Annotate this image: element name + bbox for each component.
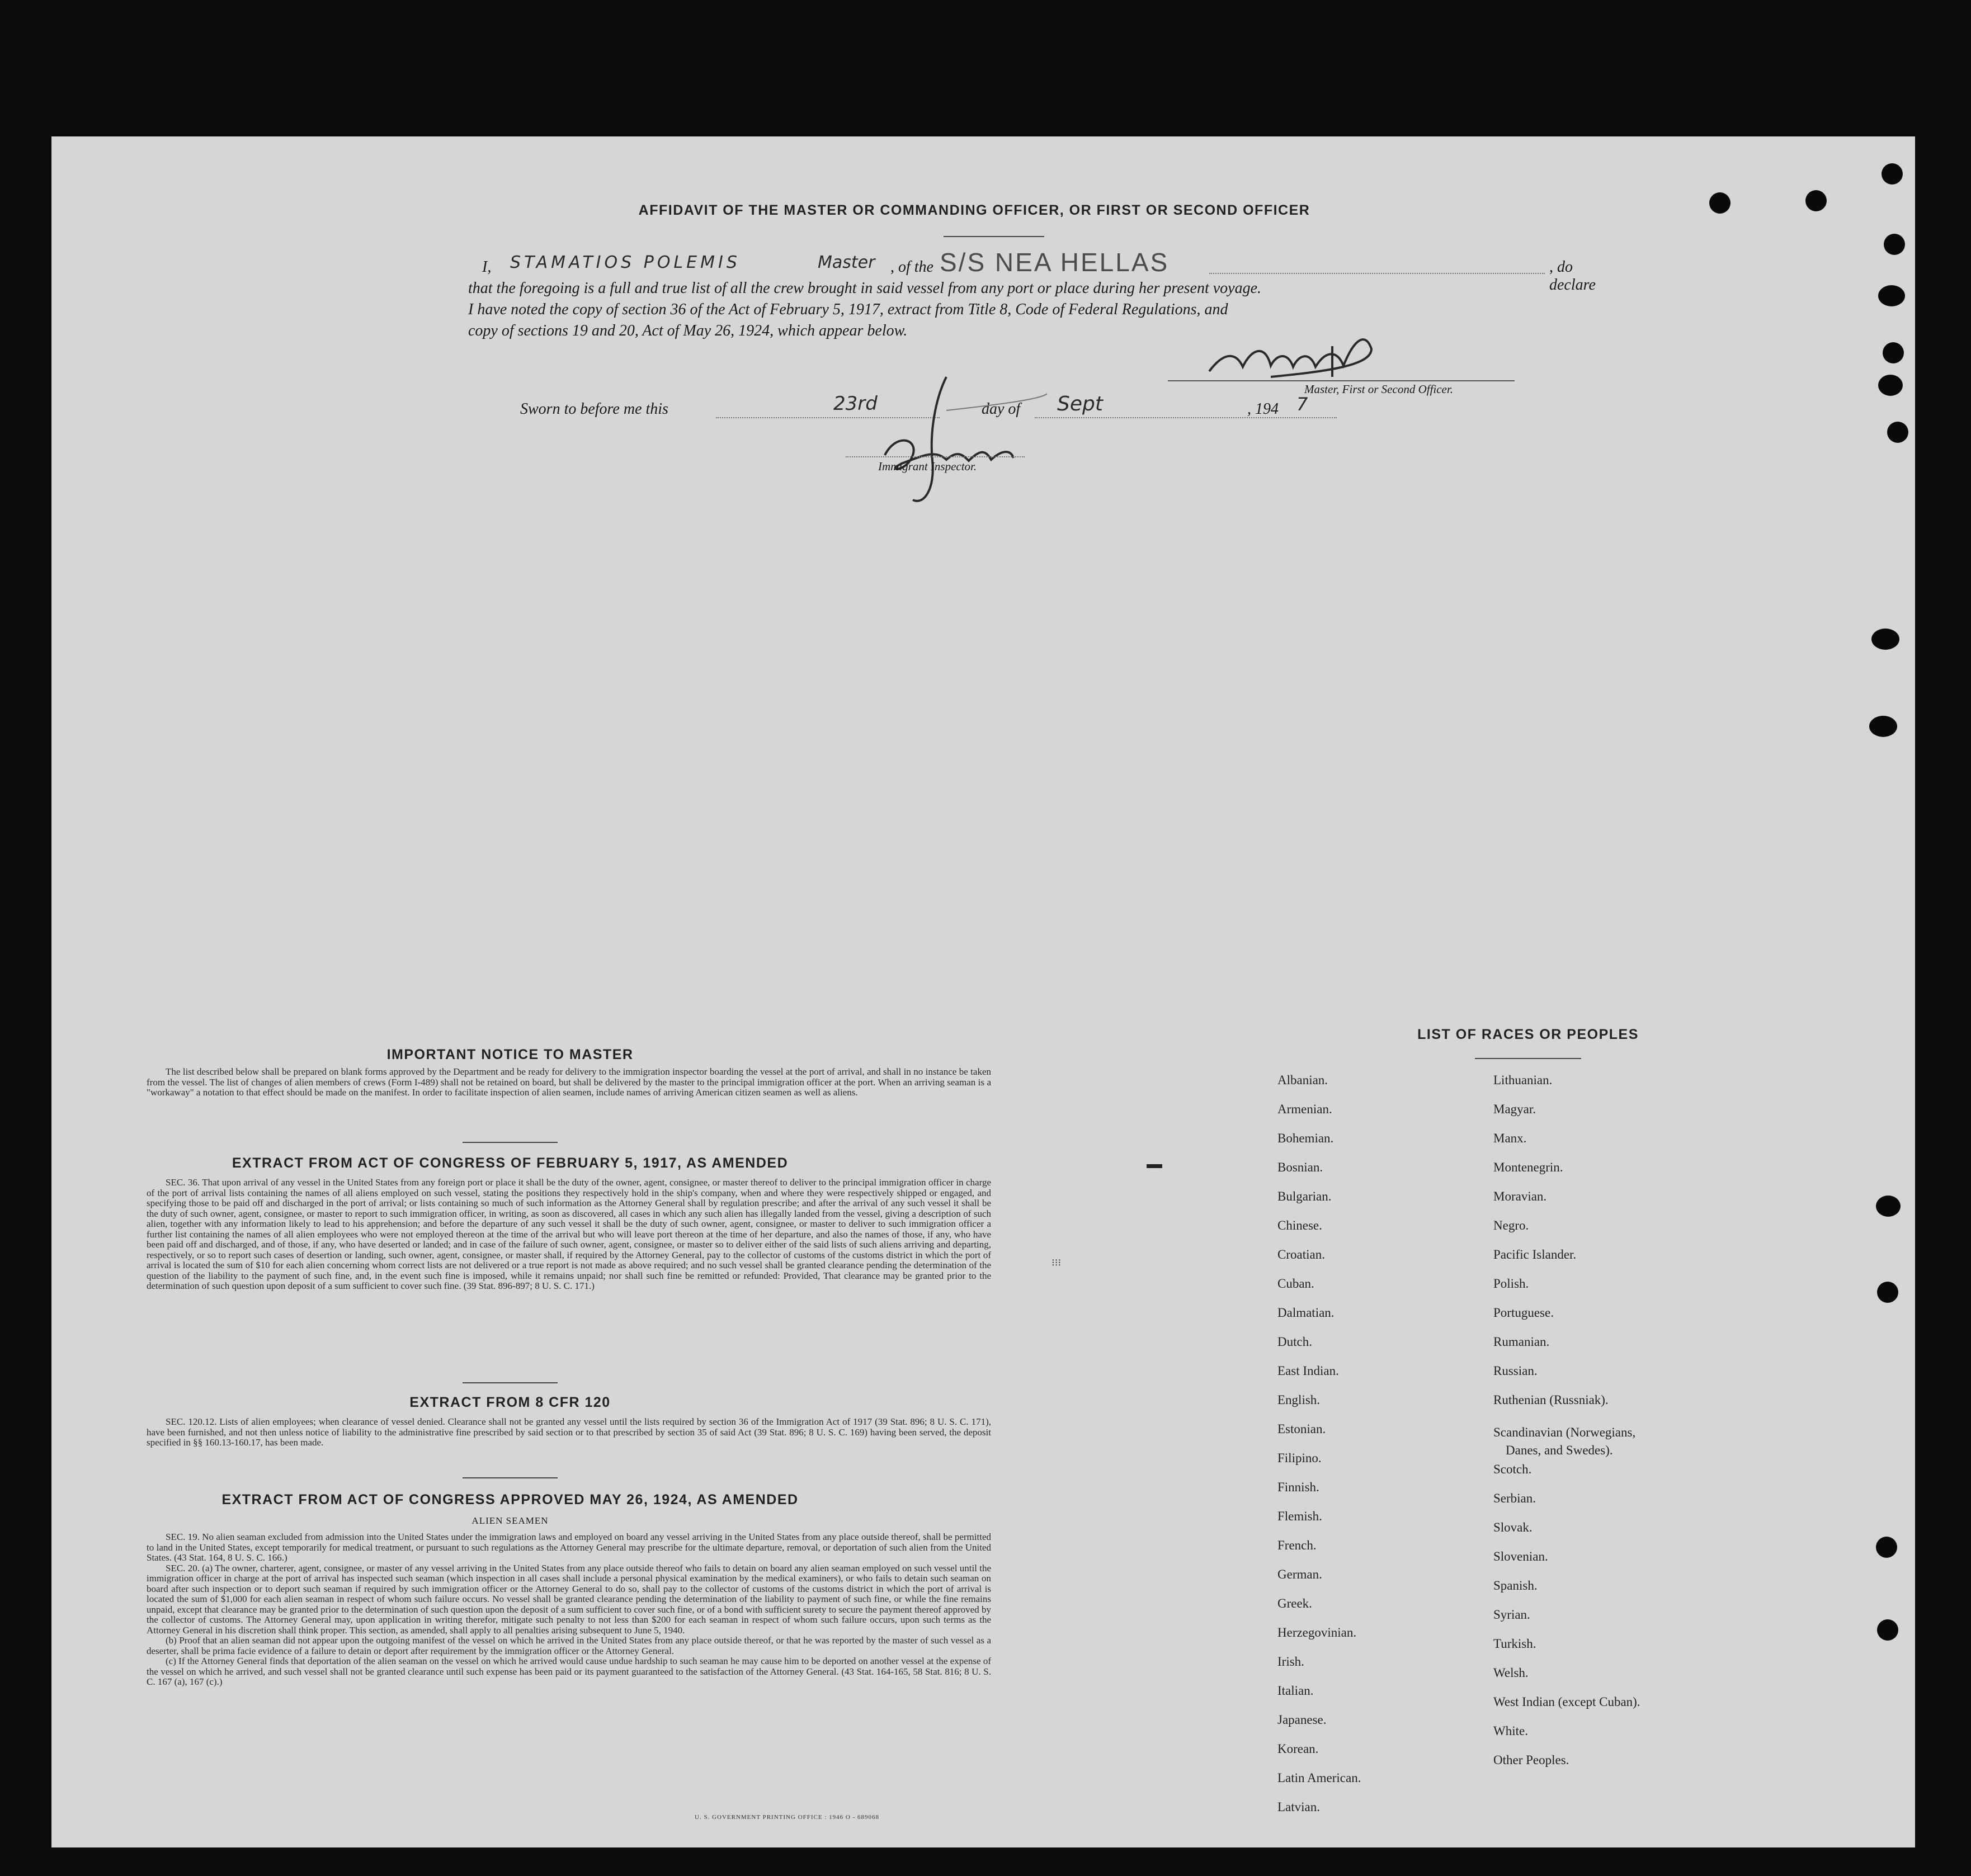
race-item-left: Latvian.: [1277, 1800, 1320, 1814]
punch-hole: [1882, 163, 1903, 185]
punch-hole: [1887, 422, 1908, 443]
punch-hole: [1878, 375, 1903, 396]
inspector-dotted-line: [846, 456, 1025, 457]
race-item-left: Dutch.: [1277, 1335, 1312, 1349]
race-item-right: Other Peoples.: [1493, 1753, 1569, 1767]
race-item-left: Dalmatian.: [1277, 1306, 1335, 1320]
punch-hole: [1805, 190, 1827, 211]
extract-1917-rule: [463, 1382, 558, 1383]
race-item-right: Ruthenian (Russniak).: [1493, 1393, 1609, 1407]
extract-cfr-body: SEC. 120.12. Lists of alien employees; when clearance of vessel denied. Clearance shall not be granted any vessel until the lists required by section 36 of the Immigration Act of 1917 (39 Stat. 896; 8 U. S. C. 171), have been furnished, and not then unless notice of liability to the administrative fine prescribed by said section or to that prescribed by section 35 of said Act (39 Stat. 896; 8 U. S. C. 169) having been served, the deposit specified in §§ 160.13-160.17, has been made.: [147, 1416, 991, 1448]
intro-text: I,: [482, 258, 492, 276]
race-item-left: Armenian.: [1277, 1102, 1332, 1116]
scan-mark: [1147, 1164, 1162, 1168]
race-item-left: Croatian.: [1277, 1247, 1325, 1261]
punch-hole: [1871, 629, 1899, 650]
race-item-right: Manx.: [1493, 1131, 1527, 1145]
race-item-right: Welsh.: [1493, 1666, 1529, 1680]
race-item-left: Herzegovinian.: [1277, 1625, 1357, 1639]
race-item-left: Greek.: [1277, 1596, 1312, 1610]
handwritten-name: STAMATIOS POLEMIS: [510, 253, 741, 272]
extract-1924-subtitle: ALIEN SEAMEN: [471, 1515, 549, 1526]
race-item-left: Estonian.: [1277, 1422, 1326, 1436]
race-item-right: Scotch.: [1493, 1462, 1532, 1476]
race-item-left: German.: [1277, 1567, 1322, 1581]
extract-cfr-title: EXTRACT FROM 8 CFR 120: [409, 1395, 611, 1410]
race-item-right: Russian.: [1493, 1364, 1538, 1378]
declaration-line-2: that the foregoing is a full and true list of all the crew brought in said vessel from any port or place during her present voyage.: [468, 280, 1262, 297]
handwritten-year: 7: [1296, 394, 1308, 415]
extract-1917-title: EXTRACT FROM ACT OF CONGRESS OF FEBRUARY 5, 1917, AS AMENDED: [232, 1155, 789, 1171]
race-item-left: Filipino.: [1277, 1451, 1322, 1465]
punch-hole: [1884, 234, 1905, 255]
declare-text: , do declare: [1549, 258, 1596, 294]
handwritten-rank: Master: [818, 253, 875, 272]
race-item-left: Japanese.: [1277, 1713, 1327, 1727]
race-item-right: Syrian.: [1493, 1608, 1530, 1622]
printer-imprint: U. S. GOVERNMENT PRINTING OFFICE : 1946 O - 689068: [695, 1814, 880, 1821]
extract-1924-title: EXTRACT FROM ACT OF CONGRESS APPROVED MAY 26, 1924, AS AMENDED: [221, 1492, 799, 1508]
race-item-left: Korean.: [1277, 1742, 1319, 1756]
race-item-right: Polish.: [1493, 1277, 1529, 1291]
race-item-left: Cuban.: [1277, 1277, 1314, 1291]
race-item-right: Magyar.: [1493, 1102, 1536, 1116]
race-item-right: Montenegrin.: [1493, 1160, 1563, 1174]
declaration-line-3: I have noted the copy of section 36 of the Act of February 5, 1917, extract from Title 8, Code of Federal Regulations, and: [468, 301, 1228, 318]
month-dotted-line: [1035, 417, 1337, 418]
handwritten-month: Sept: [1057, 393, 1103, 415]
punch-hole: [1709, 192, 1730, 214]
race-item-left: Bohemian.: [1277, 1131, 1334, 1145]
race-item-right: Slovak.: [1493, 1520, 1533, 1534]
sec-20b: (b) Proof that an alien seaman did not appear upon the outgoing manifest of the vessel on which he arrived in the United States from any place outside thereof, or that he was reported by the master of such vessel as a deserter, shall be prima facie evidence of a failure to detain or deport after requirement by the immigration officer or the Attorney General.: [147, 1635, 991, 1656]
race-item-right: Spanish.: [1493, 1579, 1538, 1593]
race-item-right: Pacific Islander.: [1493, 1247, 1577, 1261]
master-signature-line: [1168, 380, 1515, 381]
punch-hole: [1876, 1195, 1901, 1217]
punch-hole: [1877, 1282, 1898, 1303]
race-item-left: Irish.: [1277, 1655, 1304, 1669]
notice-body: The list described below shall be prepared on blank forms approved by the Department and be ready for delivery to the immigration inspector boarding the vessel at the port of arrival, and shall in no instance be taken from the vessel. The list of changes of alien members of crews (Form I-489) shall not be retained on board, but shall be delivered by the master to the principal immigration officer at the port. When an arriving seaman is a "workaway" a notation to that effect should be made on the manifest. In order to facilitate inspection of alien seamen, include names of arriving American citizen seamen as well as aliens.: [147, 1066, 991, 1098]
race-item-right: Danes, and Swedes).: [1506, 1443, 1613, 1457]
race-item-left: Italian.: [1277, 1684, 1314, 1698]
races-rule: [1475, 1058, 1581, 1059]
document-page: [51, 136, 1915, 1847]
race-item-right: Rumanian.: [1493, 1335, 1550, 1349]
vessel-name-stamp: S/S NEA HELLAS: [940, 248, 1170, 277]
notice-title: IMPORTANT NOTICE TO MASTER: [386, 1047, 634, 1062]
inspector-signature: [818, 366, 1053, 511]
races-title: LIST OF RACES OR PEOPLES: [1417, 1027, 1639, 1042]
race-item-right: Scandinavian (Norwegians,: [1493, 1425, 1636, 1439]
race-item-left: Latin American.: [1277, 1771, 1361, 1785]
year-prefix: , 194: [1247, 400, 1279, 418]
race-item-right: White.: [1493, 1724, 1528, 1738]
race-item-left: East Indian.: [1277, 1364, 1339, 1378]
day-of-label: day of: [982, 400, 1021, 418]
race-item-left: Bulgarian.: [1277, 1189, 1332, 1203]
extract-1924-body: [147, 1532, 991, 1688]
race-item-left: Finnish.: [1277, 1480, 1319, 1494]
race-item-left: Flemish.: [1277, 1509, 1322, 1523]
race-item-left: Albanian.: [1277, 1073, 1328, 1087]
extract-cfr-rule: [463, 1477, 558, 1478]
declaration-line-4: copy of sections 19 and 20, Act of May 26, 1924, which appear below.: [468, 322, 908, 339]
sec-19: SEC. 19. No alien seaman excluded from admission into the United States under the immigration laws and employed on board any vessel arriving in the United States from any place outside thereof, shall be permitted to land in the United States, except temporarily for medical treatment, or pursuant to such regulations as the Attorney General may prescribe for the ultimate departure, removal, or deportation of such alien from the United States. (43 Stat. 164, 8 U. S. C. 166.): [147, 1532, 991, 1563]
punch-hole: [1878, 285, 1905, 306]
race-item-right: Turkish.: [1493, 1637, 1536, 1651]
affidavit-title: AFFIDAVIT OF THE MASTER OR COMMANDING OFFICER, OR FIRST OR SECOND OFFICER: [638, 202, 1310, 218]
scan-mark: ⁝⁝⁝: [1051, 1257, 1062, 1268]
race-item-right: Moravian.: [1493, 1189, 1547, 1203]
race-item-left: Chinese.: [1277, 1218, 1322, 1232]
extract-1917-body: SEC. 36. That upon arrival of any vessel in the United States from any foreign port or place it shall be the duty of the owner, agent, consignee, or master thereof to deliver to the principal immigration officer in charge of the port of arrival lists containing the names of all aliens employed on such vessel, stating the positions they respectively hold in the ship's company, when and where they were respectively shipped or engaged, and specifying those to be paid off and discharged in the port of arrival; or lists containing so much of such information as the Attorney General shall by regulation prescribe; and after the arrival of any such vessel it shall be the duty of such owner, agent, consignee, or master to report to such immigration officer, in writing, as soon as discovered, all cases in which any such alien has illegally landed from the vessel, giving a description of such alien, together with any information likely to lead to his apprehension; and before the departure of any such vessel it shall be the duty of such owner, agent, consignee, or master to deliver to such immigration officer a further list containing the names of all alien employees who were not employed thereon at the time of the arrival but who will leave port thereon at the time of her departure, and also the names of those, if any, who have been paid off and discharged, and of those, if any, who have deserted or landed; and in case of the failure of such owner, agent, consignee, or master so to deliver either of the said lists of such aliens arriving and departing, respectively, or so to report such cases of desertion or landing, such owner, agent, consignee, or master shall, if required by the Attorney General, pay to the collector of customs of the customs district in which the port of arrival is located the sum of $10 for each alien concerning whom correct lists are not delivered or a true report is not made as above required; and no such vessel shall be granted clearance pending the determination of the question of the liability to the payment of such fine, and, in the event such fine is imposed, while it remains unpaid; nor shall such fine be remitted or refunded: Provided, That clearance may be granted prior to the determination of such question upon deposit of a sum sufficient to cover such fine. (39 Stat. 896-897; 8 U. S. C. 171.): [147, 1177, 991, 1291]
sworn-label: Sworn to before me this: [520, 400, 668, 418]
title-rule: [944, 236, 1044, 237]
punch-hole: [1876, 1537, 1897, 1558]
handwritten-day: 23rd: [833, 393, 878, 415]
race-item-right: Slovenian.: [1493, 1549, 1548, 1563]
punch-hole: [1883, 342, 1904, 363]
of-the-text: , of the: [890, 258, 933, 276]
race-item-right: Lithuanian.: [1493, 1073, 1553, 1087]
vessel-dotted-line: [1209, 273, 1545, 274]
race-item-right: Portuguese.: [1493, 1306, 1554, 1320]
inspector-caption: Immigrant Inspector.: [878, 460, 977, 473]
race-item-right: West Indian (except Cuban).: [1493, 1695, 1640, 1709]
race-item-left: Bosnian.: [1277, 1160, 1323, 1174]
master-caption: Master, First or Second Officer.: [1304, 382, 1453, 396]
race-item-left: English.: [1277, 1393, 1321, 1407]
race-item-right: Serbian.: [1493, 1491, 1536, 1505]
sec-20c: (c) If the Attorney General finds that deportation of the alien seaman on the vessel on which he arrived would cause undue hardship to such seaman he may cause him to be deported on another vessel at the expense of the vessel on which he arrived, and such vessel shall not be granted clearance until such expense has been paid or its payment guaranteed to the satisfaction of the Attorney General. (43 Stat. 164-165, 58 Stat. 816; 8 U. S. C. 167 (a), 167 (c).): [147, 1656, 991, 1687]
punch-hole: [1869, 716, 1897, 737]
sec-20a: SEC. 20. (a) The owner, charterer, agent, consignee, or master of any vessel arriving in the United States from any place outside thereof who fails to detain on board any alien seaman employed on such vessel until the immigration officer in charge at the port of arrival has inspected such seaman (which inspection in all cases shall include a personal physical examination by the medical examiners), or who fails to detain such seaman on board after such inspection or to deport such seaman if required by such immigration officer or the Attorney General to do so, shall pay to the collector of customs of the customs district in which the port of arrival is located the sum of $1,000 for each alien seaman in respect of whom such failure occurs. No vessel shall be granted clearance pending the determination of the liability to payment of such fine, or while the fine remains unpaid, except that clearance may be granted prior to the determination of such question upon the deposit of a sum sufficient to cover such fine, or of a bond with sufficient surety to secure the payment thereof approved by the collector of customs. The Attorney General may, upon application in writing therefor, mitigate such penalty to not less than $200 for each seaman in respect of whom such failure occurs, upon such terms as the Attorney General in his discretion shall think proper. This section, as amended, shall apply to all penalties arising subsequent to June 5, 1940.: [147, 1562, 991, 1636]
race-item-right: Negro.: [1493, 1218, 1529, 1232]
punch-hole: [1877, 1619, 1898, 1641]
notice-rule: [463, 1142, 558, 1143]
race-item-left: French.: [1277, 1538, 1317, 1552]
